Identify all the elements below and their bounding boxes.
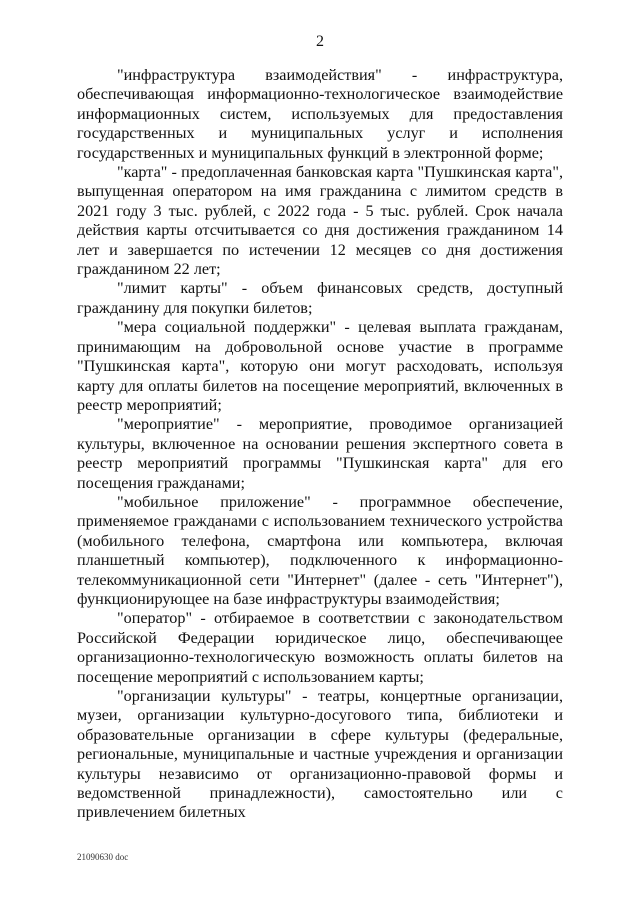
definition-culture-organizations: "организации культуры" - театры, концертные организации, музеи, организации культурно-досугового типа, библиотеки и образовательные организации в сфере культуры (федеральные, региональные, муниципальные и частные учреждения и организации культуры независимо от организационно-правовой формы и ведомственной принадлежности), самостоятельно или с привлечением билетных	[77, 687, 563, 822]
definition-event: "мероприятие" - мероприятие, проводимое организацией культуры, включенное на основании решения экспертного совета в реестр мероприятий программы "Пушкинская карта" для его посещения гражданами;	[77, 415, 563, 492]
definition-operator: "оператор" - отбираемое в соответствии с законодательством Российской Федерации юридическое лицо, обеспечивающее организационно-технологическую возможность оплаты билетов на посещение мероприятий с использованием карты;	[77, 609, 563, 686]
document-file-code: 21090630 doc	[77, 852, 129, 862]
definition-infrastructure: "инфраструктура взаимодействия" - инфраструктура, обеспечивающая информационно-технологическое взаимодействие информационных систем, используемых для предоставления государственных и муниципальных услуг и исполнения государственных и муниципальных функций в электронной форме;	[77, 66, 563, 162]
definition-card-limit: "лимит карты" - объем финансовых средств, доступный гражданину для покупки билетов;	[77, 279, 563, 317]
definition-card: "карта" - предоплаченная банковская карта "Пушкинская карта", выпущенная оператором на имя гражданина с лимитом средств в 2021 году 3 тыс. рублей, с 2022 года - 5 тыс. рублей. Срок начала действия карты отсчитывается со дня достижения гражданином 14 лет и завершается по истечении 12 месяцев со дня достижения гражданином 22 лет;	[77, 163, 563, 279]
definition-mobile-app: "мобильное приложение" - программное обеспечение, применяемое гражданами с использованием технического устройства (мобильного телефона, смартфона или компьютера, включая планшетный компьютер), подключенного к информационно-телекоммуникационной сети "Интернет" (далее - сеть "Интернет"), функционирующее на базе инфраструктуры взаимодействия;	[77, 492, 563, 608]
definition-support-measure: "мера социальной поддержки" - целевая выплата гражданам, принимающим на добровольной основе участие в программе "Пушкинская карта", которую они могут расходовать, используя карту для оплаты билетов на посещение мероприятий, включенных в реестр мероприятий;	[77, 318, 563, 414]
page-number: 2	[316, 33, 324, 50]
document-body	[77, 66, 563, 823]
